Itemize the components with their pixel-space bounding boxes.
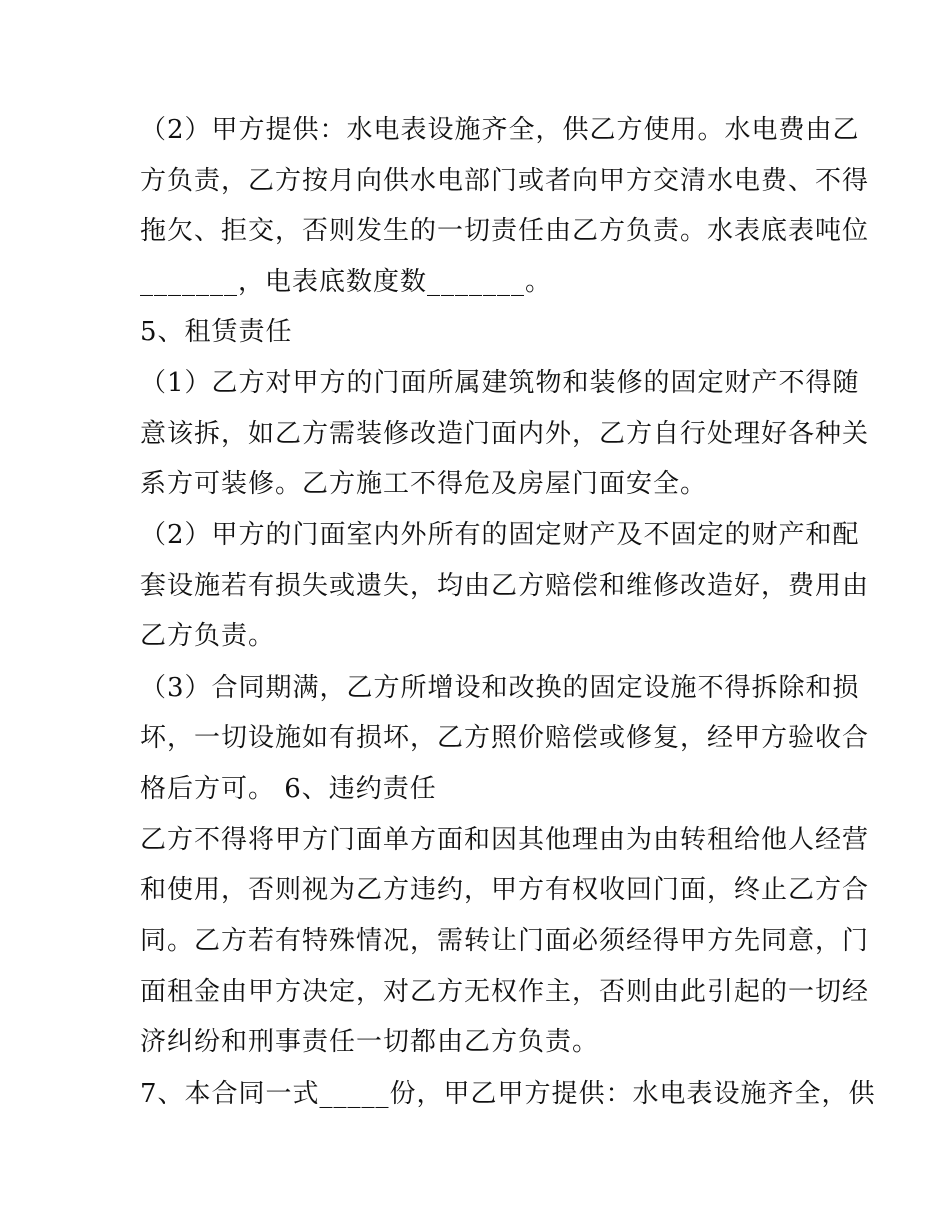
text-line: （1）乙方对甲方的门面所属建筑物和装修的固定财产不得随 bbox=[140, 368, 860, 398]
text-line: 同。乙方若有特殊情况，需转让门面必须经得甲方先同意，门 bbox=[140, 926, 870, 956]
text-line: 系方可装修。乙方施工不得危及房屋门面安全。 bbox=[140, 469, 708, 499]
text-line: 方负责，乙方按月向供水电部门或者向甲方交清水电费、不得 bbox=[140, 166, 870, 196]
text-line: （3）合同期满，乙方所增设和改换的固定设施不得拆除和损 bbox=[140, 673, 860, 703]
text-line: 乙方负责。 bbox=[140, 621, 276, 651]
text-line: （2）甲方提供：水电表设施齐全，供乙方使用。水电费由乙 bbox=[140, 115, 860, 145]
text-line: 济纠纷和刑事责任一切都由乙方负责。 bbox=[140, 1027, 600, 1057]
text-line: 乙方不得将甲方门面单方面和因其他理由为由转租给他人经营 bbox=[140, 825, 870, 855]
text-line: 7、本合同一式_____份，甲乙甲方提供：水电表设施齐全，供 bbox=[140, 1079, 876, 1109]
text-line: 拖欠、拒交，否则发生的一切责任由乙方负责。水表底表吨位 bbox=[140, 216, 870, 246]
text-line: 面租金由甲方决定，对乙方无权作主，否则由此引起的一切经 bbox=[140, 977, 870, 1007]
text-line: 套设施若有损失或遗失，均由乙方赔偿和维修改造好，费用由 bbox=[140, 571, 870, 601]
text-line: _______，电表底数度数_______。 bbox=[140, 267, 553, 297]
text-line: 意该拆，如乙方需装修改造门面内外，乙方自行处理好各种关 bbox=[140, 419, 870, 449]
text-line: 和使用，否则视为乙方违约，甲方有权收回门面，终止乙方合 bbox=[140, 875, 870, 905]
text-line: 坏，一切设施如有损坏，乙方照价赔偿或修复，经甲方验收合 bbox=[140, 723, 870, 753]
text-line: （2）甲方的门面室内外所有的固定财产及不固定的财产和配 bbox=[140, 520, 860, 550]
section-heading: 5、租赁责任 bbox=[140, 317, 293, 347]
text-line: 格后方可。 6、违约责任 bbox=[140, 774, 437, 804]
